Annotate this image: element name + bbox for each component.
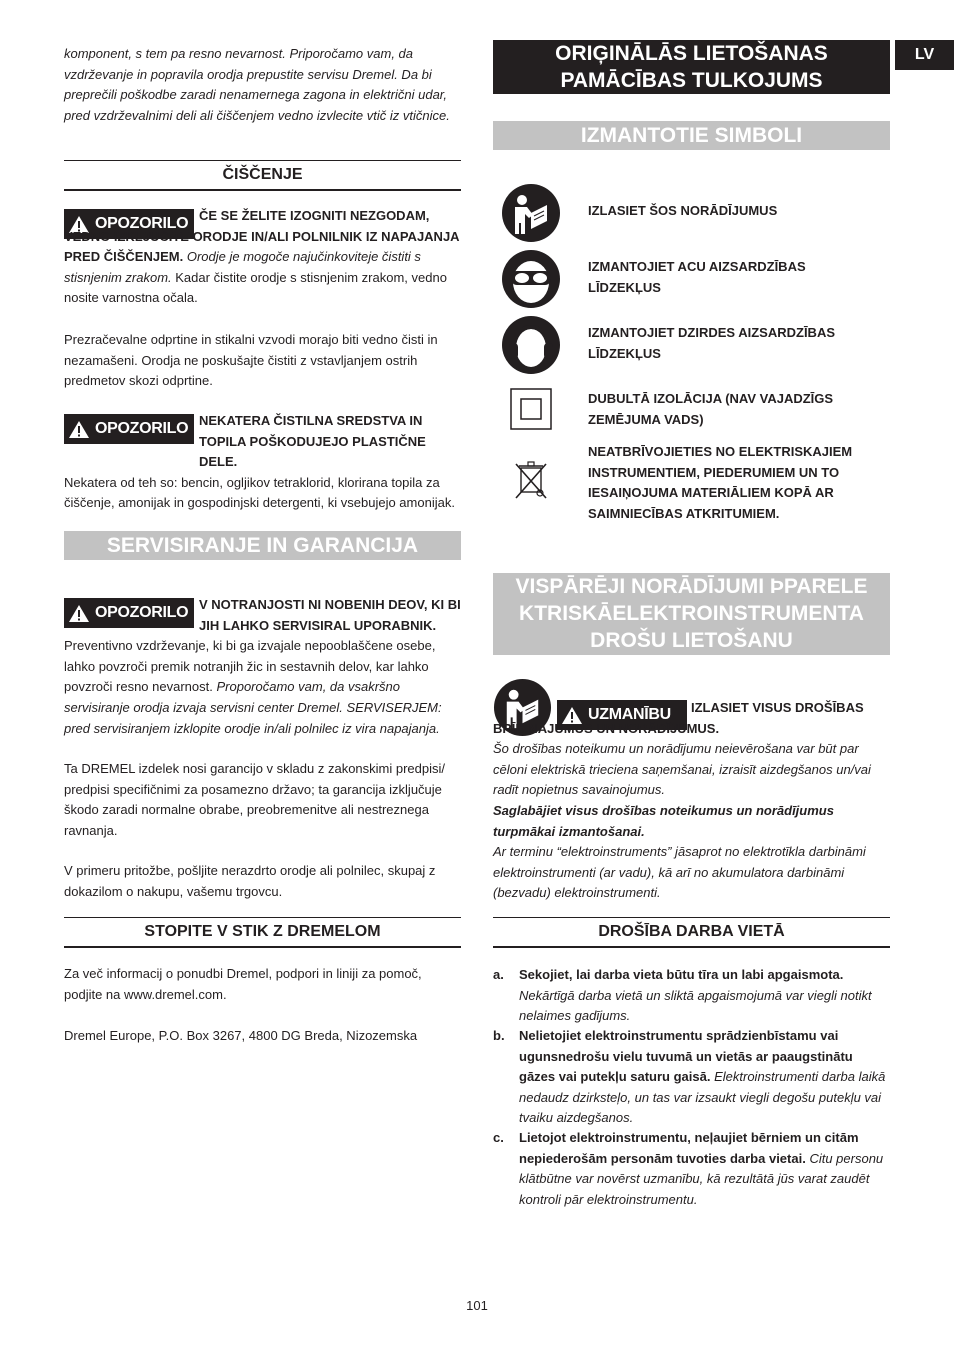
solvent-warning-text: [64, 411, 464, 514]
list-item: [493, 1026, 891, 1129]
service-warning-normal: Preventivno vzdrževanje, ki bi ga izvajale nepooblaščene osebe, lahko povzroči premik notranjih žic in sestavnih delov, kar lahko povzroči resno nevarnost.: [64, 638, 436, 695]
caution-text: [493, 698, 891, 739]
list-letter: b.: [493, 1028, 505, 1043]
service-warning-italic: Proporočamo vam, da vsakršno servisiranje orodja izvaja servisni center Dremel. SERVISERJEM: pred servisiranjem izklopite orodje in/ali polnilec iz vira napajanja.: [64, 679, 442, 736]
complaint-paragraph: V primeru pritožbe, pošljite nerazdrto orodje ali polnilec, skupaj z dokazilom o nakupu, vašemu trgovcu.: [64, 863, 436, 899]
warning-label: OPOZORILO: [95, 420, 189, 437]
service-warning-text: [64, 595, 464, 739]
workplace-heading: DROŠĪBA DARBA VIETĀ: [493, 917, 890, 948]
cleaning-warning-normal: Kadar čistite orodje s stisnjenim zrakom, vedno nosite varnostna očala.: [64, 269, 447, 306]
service-warning-bold: V NOTRANJOSTI NI NOBENIH DEOV, KI BI JIH LAHKO SERVISIRAL UPORABNIK.: [199, 597, 461, 633]
caution-continuation: [493, 739, 891, 801]
symbol-label-double-insulation: DUBULTĀ IZOLĀCIJA (NAV VAJADZĪGS ZEMĒJUMA VADS): [588, 391, 834, 427]
cleaning-warning-italic: Orodje je mogoče najučinkoviteje čistiti s stisnjenim zrakom.: [64, 249, 421, 285]
solvent-warning-bold: NEKATERA ČISTILNA SREDSTVA IN TOPILA POŠKODUJEJO PLASTIČNE DELE.: [199, 413, 426, 470]
address-text: Dremel Europe, P.O. Box 3267, 4800 DG Breda, Nizozemska: [64, 1028, 418, 1043]
caution-italic: Šo drošības noteikumu un norādījumu neievērošana var būt par cēloni elektriskā trieciena saņemšanai, izraisīt aizdegšanos un/vai radīt nopietnus savainojumus.: [493, 741, 871, 798]
intro-paragraph: komponent, s tem pa resno nevarnost. Priporočamo vam, da vzdrževanje in popravila orodja prepustite servisu Dremel. Da bi preprečili poškodbe zaradi nenamernega zagona in električni udar, pred vzdrževalnimi deli ali čiščenjem vedno izvlecite vtič iz vtičnice.: [64, 46, 450, 123]
list-item: [493, 965, 891, 1027]
list-item-italic: Citu personu klātbūtne var novērst uzmanību, kā rezultātā jūs varat zaudēt kontroli pār elektroinstrumentu.: [519, 1150, 884, 1207]
term-definition: Ar terminu “elektroinstruments” jāsaprot no elektrotīkla darbināmi elektroinstrumenti (ar vadu), kā arī no akumulatora darbināmi (bezvadu) elektroinstrumenti.: [493, 844, 866, 901]
contact-heading: STOPITE V STIK Z DREMELOM: [64, 917, 461, 948]
list-item-bold: Sekojiet, lai darba vieta būtu tīra un labi apgaismota.: [519, 967, 844, 982]
general-safety-banner: VISPĀRĒJI NORĀDĪJUMI ÞPARELE KTRISKĀELEKTROINSTRUMENTA DROŠU LIETOŠANU: [493, 573, 890, 655]
warning-label: OPOZORILO: [95, 215, 189, 232]
vent-paragraph: Prezračevalne odprtine in stikalni vzvodi morajo biti vedno čisti in nezamašeni. Orodja ne poskušajte čistiti z vstavljanjem ostrih predmetov skozi odprtine.: [64, 332, 438, 389]
warning-label: OPOZORILO: [95, 604, 189, 621]
caution-bold: IZLASIET VISUS DROŠĪBAS BRĪDINĀJUMUS UN NORĀDĪJUMUS.: [493, 700, 864, 736]
save-instructions: Saglabājiet visus drošības noteikumus un norādījumus turpmākai izmantošanai.: [493, 803, 834, 839]
double-insulation-icon: [510, 388, 552, 430]
cleaning-warning-bold: ČE SE ŽELITE IZOGNITI NEZGODAM, VEDNO IZKLJUČITE ORODJE IN/ALI POLNILNIK IZ NAPAJANJA PRED ČIŠČENJEM.: [64, 208, 460, 265]
crossed-bin-icon: [512, 458, 550, 502]
page-number: 101: [466, 1298, 488, 1313]
guarantee-paragraph: Ta DREMEL izdelek nosi garancijo v skladu z zakonskimi predpisi/ predpisi specifičnimi za posamezno državo; ta garancija izključuje škodo zaradi normalne obrabe, preobremenitve ali nestreznega ravnanja.: [64, 761, 446, 838]
language-tab: LV: [895, 40, 954, 70]
symbol-label-ear-protection: IZMANTOJIET DZIRDES AIZSARDZĪBAS LĪDZEKĻUS: [588, 325, 836, 361]
list-item-italic: Nekārtīgā darba vietā un sliktā apgaismojumā var viegli notikt nelaimes gadījums.: [519, 987, 872, 1024]
main-banner: ORIĢINĀLĀS LIETOŠANAS PAMĀCĪBAS TULKOJUMS: [493, 40, 890, 94]
list-letter: a.: [493, 967, 504, 982]
cleaning-warning-text: [64, 206, 464, 309]
list-item-italic: Elektroinstrumenti darba laikā nedaudz dzirksteļo, un tas var izsaukt viegli degošu putekļu vai tvaiku aizdegšanos.: [519, 1069, 886, 1126]
symbol-label-read-manual: IZLASIET ŠOS NORĀDĪJUMUS: [588, 203, 778, 218]
list-item: [493, 1128, 891, 1210]
list-item-bold: Lietojot elektroinstrumentu, neļaujiet bērniem un citām nepiederošām personām tuvoties darba vietai.: [519, 1130, 859, 1166]
list-item-bold: Nelietojiet elektroinstrumentu sprādzienbīstamu vai ugunsnedrošu vielu tuvumā un vietās ar paaugstinātu gāzes vai putekļu saturu gaisā.: [519, 1028, 853, 1085]
contact-paragraph: Za več informacij o ponudbi Dremel, podpori in liniji za pomoč, podjite na www.dremel.com.: [64, 966, 422, 1002]
cleaning-heading: ČIŠČENJE: [64, 160, 461, 191]
caution-label: UZMANĪBU: [588, 706, 671, 723]
symbols-banner: IZMANTOTIE SIMBOLI: [493, 121, 890, 150]
ear-protection-icon: [501, 315, 561, 375]
service-banner: SERVISIRANJE IN GARANCIJA: [64, 531, 461, 560]
solvent-warning-normal: Nekatera od teh so: bencin, ogljikov tetraklorid, klorirana topila za čiščenje, amonijak in gospodinjski detergenti, ki vsebujejo amonijak.: [64, 474, 455, 511]
eye-protection-icon: [501, 249, 561, 309]
read-manual-icon: [501, 183, 561, 243]
list-letter: c.: [493, 1130, 504, 1145]
symbol-label-disposal: NEATBRĪVOJIETIES NO ELEKTRISKAJIEM INSTRUMENTIEM, PIEDERUMIEM UN TO IESAIŅOJUMA MATERIĀLIEM KOPĀ AR SAIMNIECĪBAS ATKRITUMIEM.: [588, 444, 853, 521]
symbol-label-eye-protection: IZMANTOJIET ACU AIZSARDZĪBAS LĪDZEKĻUS: [588, 259, 806, 295]
